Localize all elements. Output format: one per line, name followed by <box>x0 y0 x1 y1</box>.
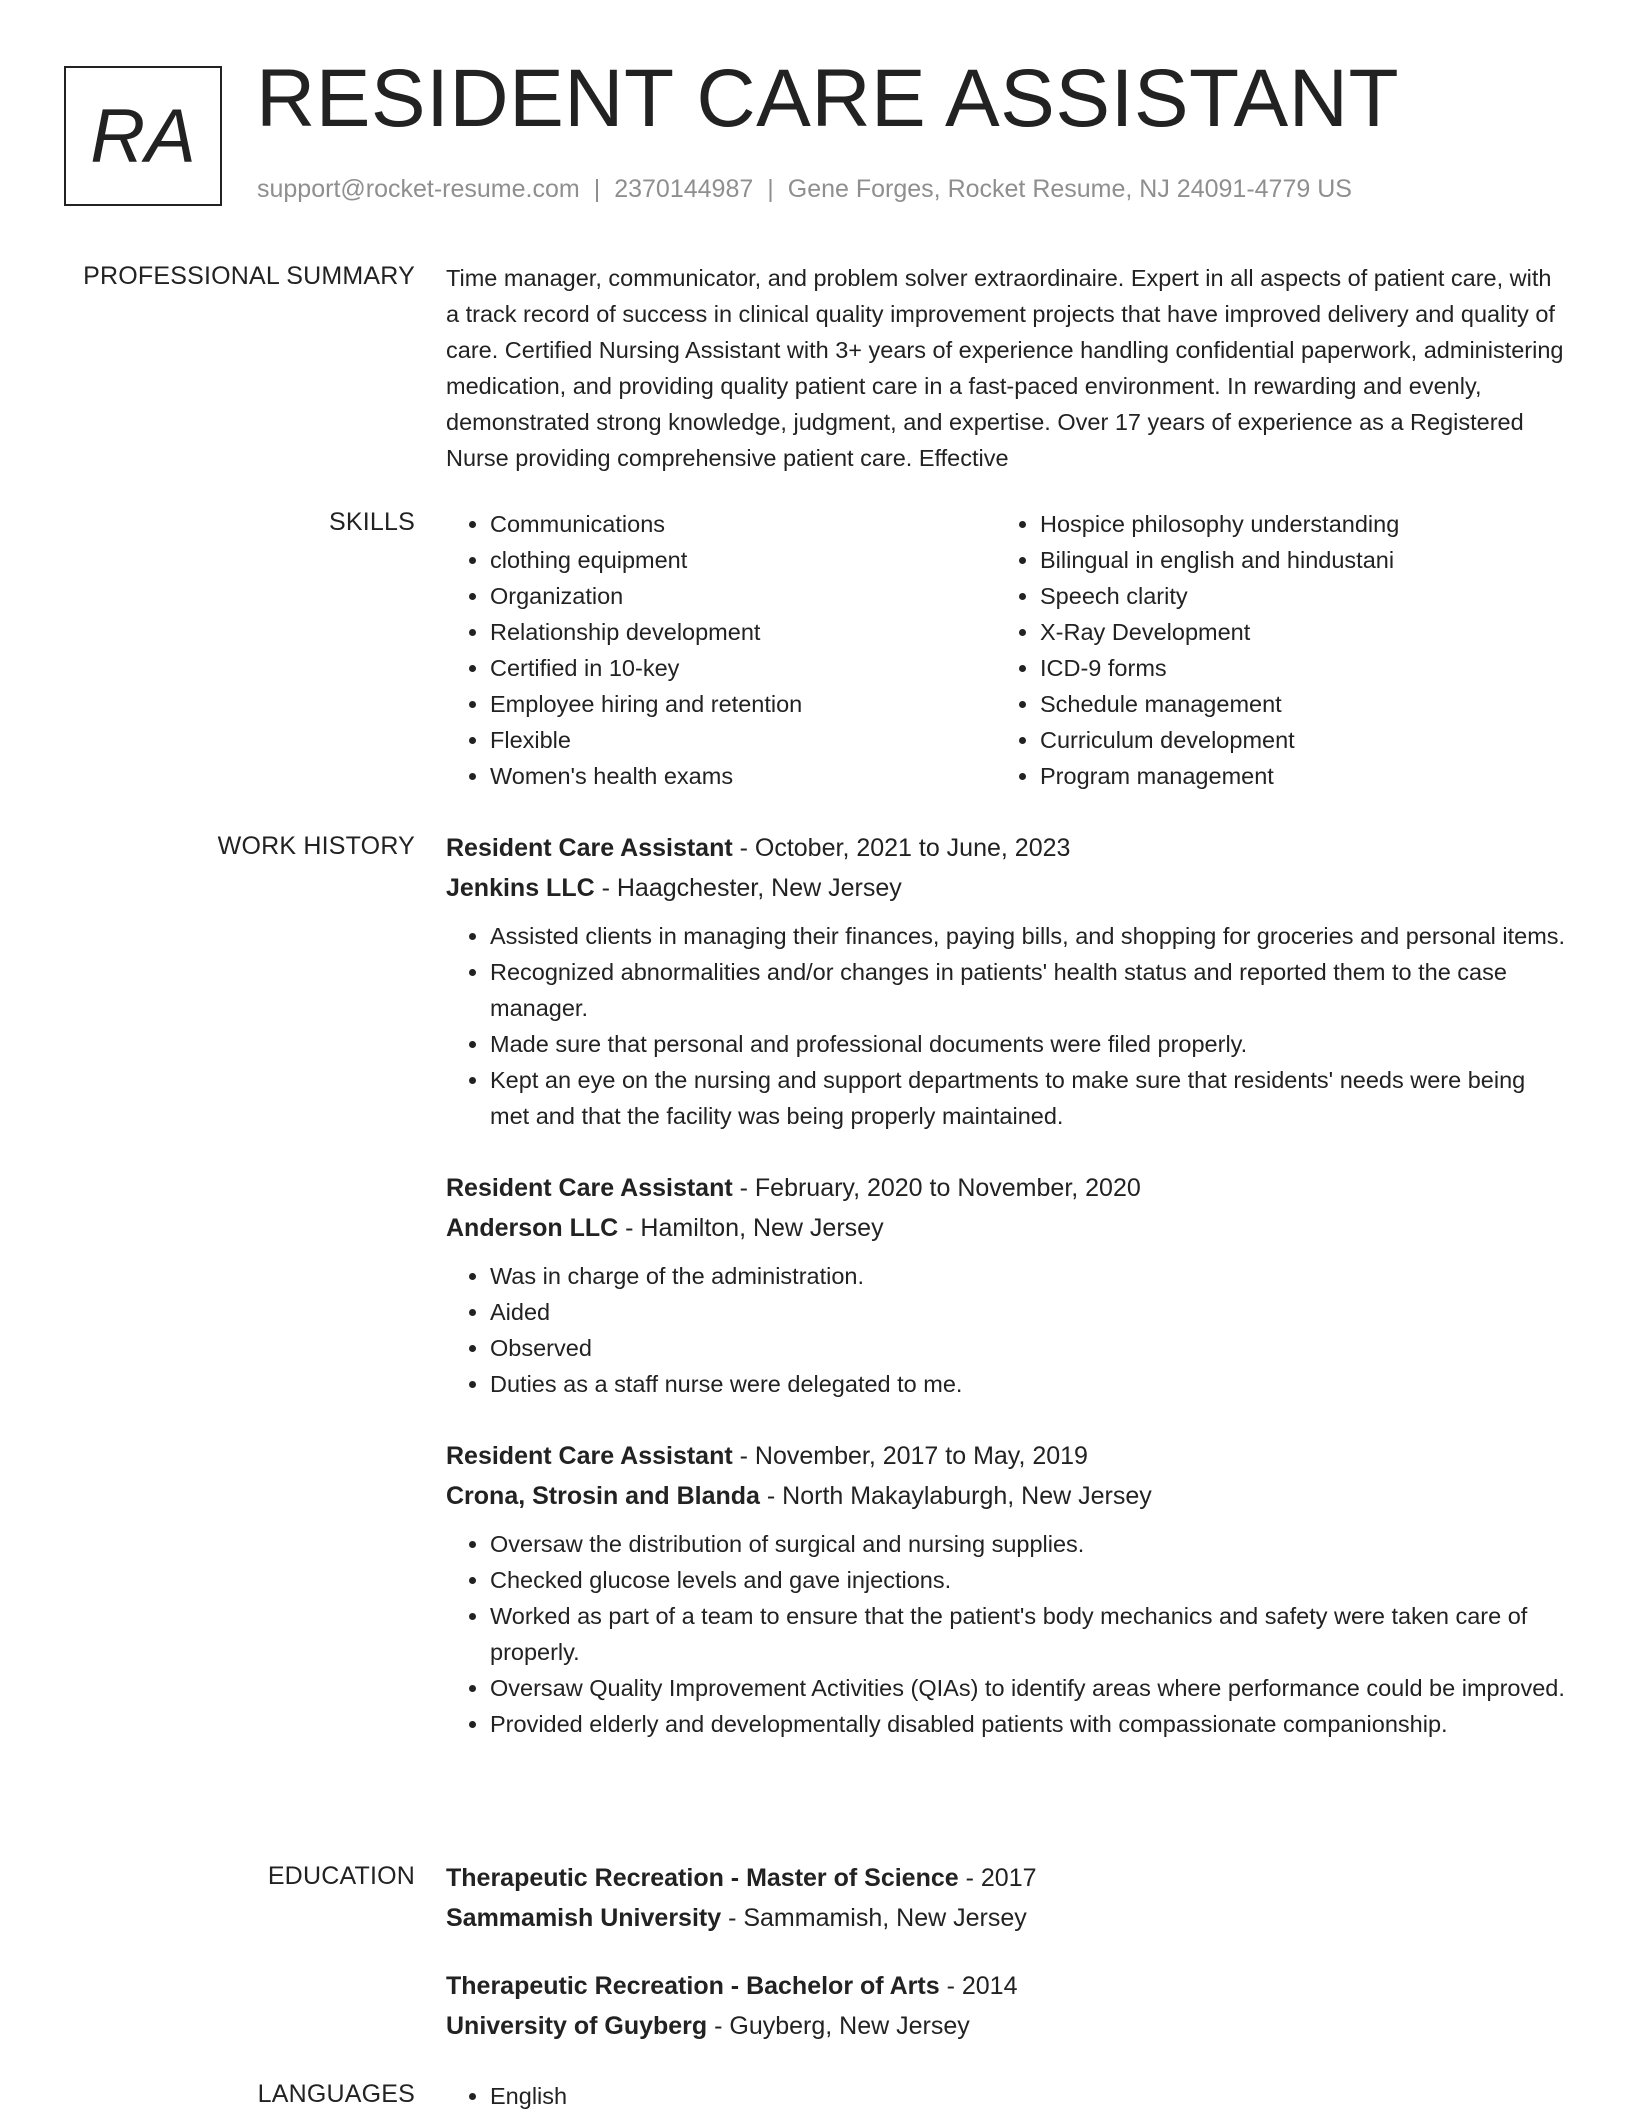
skill-item: • Curriculum development <box>1040 722 1556 758</box>
skill-item: • Program management <box>1040 758 1556 794</box>
education-school: Sammamish University <box>446 1904 722 1932</box>
education-degree-line <box>446 1858 1566 1898</box>
education-year: - 2017 <box>958 1864 1037 1892</box>
duty-item: • Observed <box>490 1330 1566 1366</box>
languages-heading: LANGUAGES <box>257 2080 415 2108</box>
summary-text: Time manager, communicator, and problem solver extraordinaire. Expert in all aspects of patient care, with a track record of success in clinical quality improvement projects that have improved delivery and quality of care. Certified Nursing Assistant with 3+ years of experience handling confidential paperwork, administering medication, and providing quality patient care in a fast-paced environment. In rewarding and evenly, demonstrated strong knowledge, judgment, and expertise. Over 17 years of experience as a Registered Nurse providing comprehensive patient care. Effective <box>446 265 1564 471</box>
job-entry <box>446 1436 1566 1742</box>
job-entry <box>446 1168 1566 1402</box>
skill-item: • X-Ray Development <box>1040 614 1556 650</box>
resume-title: RESIDENT CARE ASSISTANT <box>256 53 1400 144</box>
monogram <box>64 66 222 206</box>
job-company: Anderson LLC <box>446 1214 619 1242</box>
education-degree: Therapeutic Recreation - Bachelor of Arts <box>446 1972 940 2000</box>
work-content <box>446 828 1566 1776</box>
job-company: Jenkins LLC <box>446 874 595 902</box>
skill-item: • Women's health exams <box>490 758 996 794</box>
job-role: Resident Care Assistant <box>446 834 733 862</box>
duty-item: • Recognized abnormalities and/or changes in patients' health status and reported them to the case manager. <box>490 954 1566 1026</box>
contact-line <box>257 175 1352 204</box>
job-location: - North Makaylaburgh, New Jersey <box>759 1482 1152 1510</box>
monogram-text: RA <box>90 93 196 179</box>
skill-item: • Schedule management <box>1040 686 1556 722</box>
education-degree: Therapeutic Recreation - Master of Science <box>446 1864 959 1892</box>
education-content <box>446 1858 1566 2074</box>
job-company-line <box>446 868 1566 908</box>
duty-item: • Oversaw Quality Improvement Activities (QIAs) to identify areas where performance could be improved. <box>490 1670 1566 1706</box>
job-title-line <box>446 828 1566 868</box>
education-school: University of Guyberg <box>446 2012 708 2040</box>
language-item: • English <box>490 2078 1566 2114</box>
skill-item: • clothing equipment <box>490 542 996 578</box>
job-dates: - November, 2017 to May, 2019 <box>732 1442 1088 1470</box>
duty-item: • Kept an eye on the nursing and support departments to make sure that residents' needs were being met and that the facility was being properly maintained. <box>490 1062 1566 1134</box>
contact-phone[interactable]: 2370144987 <box>614 175 754 203</box>
skills-grid <box>446 506 1566 794</box>
job-dates: - February, 2020 to November, 2020 <box>732 1174 1141 1202</box>
duty-item: • Made sure that personal and professional documents were filed properly. <box>490 1026 1566 1062</box>
duty-item: • Duties as a staff nurse were delegated to me. <box>490 1366 1566 1402</box>
job-role: Resident Care Assistant <box>446 1174 733 1202</box>
skill-item: • Hospice philosophy understanding <box>1040 506 1556 542</box>
job-location: - Haagchester, New Jersey <box>594 874 902 902</box>
work-heading: WORK HISTORY <box>217 832 415 860</box>
job-dates: - October, 2021 to June, 2023 <box>732 834 1071 862</box>
job-company-line <box>446 1208 1566 1248</box>
education-degree-line <box>446 1966 1566 2006</box>
contact-email[interactable]: support@rocket-resume.com <box>257 175 580 203</box>
languages-list <box>446 2078 1566 2114</box>
duty-item: • Provided elderly and developmentally disabled patients with compassionate companionship. <box>490 1706 1566 1742</box>
job-duties <box>446 1258 1566 1402</box>
skill-item: • Relationship development <box>490 614 996 650</box>
education-school-line <box>446 2006 1566 2046</box>
job-role: Resident Care Assistant <box>446 1442 733 1470</box>
duty-item: • Oversaw the distribution of surgical and nursing supplies. <box>490 1526 1566 1562</box>
education-entry <box>446 1858 1566 1938</box>
job-duties <box>446 1526 1566 1742</box>
duty-item: • Checked glucose levels and gave injections. <box>490 1562 1566 1598</box>
skills-list-left <box>446 506 996 794</box>
duty-item: • Worked as part of a team to ensure that the patient's body mechanics and safety were taken care of properly. <box>490 1598 1566 1670</box>
skill-item: • Employee hiring and retention <box>490 686 996 722</box>
skill-item: • Speech clarity <box>1040 578 1556 614</box>
job-company-line <box>446 1476 1566 1516</box>
education-entry <box>446 1966 1566 2046</box>
skill-item: • Bilingual in english and hindustani <box>1040 542 1556 578</box>
duty-item: • Assisted clients in managing their finances, paying bills, and shopping for groceries and personal items. <box>490 918 1566 954</box>
education-school-line <box>446 1898 1566 1938</box>
job-title-line <box>446 1436 1566 1476</box>
duty-item: • Was in charge of the administration. <box>490 1258 1566 1294</box>
job-location: - Hamilton, New Jersey <box>618 1214 884 1242</box>
skill-item: • ICD-9 forms <box>1040 650 1556 686</box>
job-company: Crona, Strosin and Blanda <box>446 1482 760 1510</box>
contact-separator: | <box>593 175 601 203</box>
skill-item: • Communications <box>490 506 996 542</box>
contact-address: Gene Forges, Rocket Resume, NJ 24091-4779 US <box>787 175 1352 203</box>
education-heading: EDUCATION <box>267 1862 415 1890</box>
summary-content <box>446 260 1566 476</box>
skill-item: • Organization <box>490 578 996 614</box>
education-location: - Guyberg, New Jersey <box>707 2012 970 2040</box>
education-location: - Sammamish, New Jersey <box>721 1904 1027 1932</box>
skills-list-right <box>996 506 1556 794</box>
contact-separator: | <box>767 175 774 203</box>
skill-item: • Flexible <box>490 722 996 758</box>
job-title-line <box>446 1168 1566 1208</box>
job-entry <box>446 828 1566 1134</box>
languages-content <box>446 2078 1566 2114</box>
skill-item: • Certified in 10-key <box>490 650 996 686</box>
skills-heading: SKILLS <box>329 508 415 536</box>
duty-item: • Aided <box>490 1294 1566 1330</box>
job-duties <box>446 918 1566 1134</box>
summary-heading: PROFESSIONAL SUMMARY <box>83 262 415 290</box>
education-year: - 2014 <box>939 1972 1018 2000</box>
